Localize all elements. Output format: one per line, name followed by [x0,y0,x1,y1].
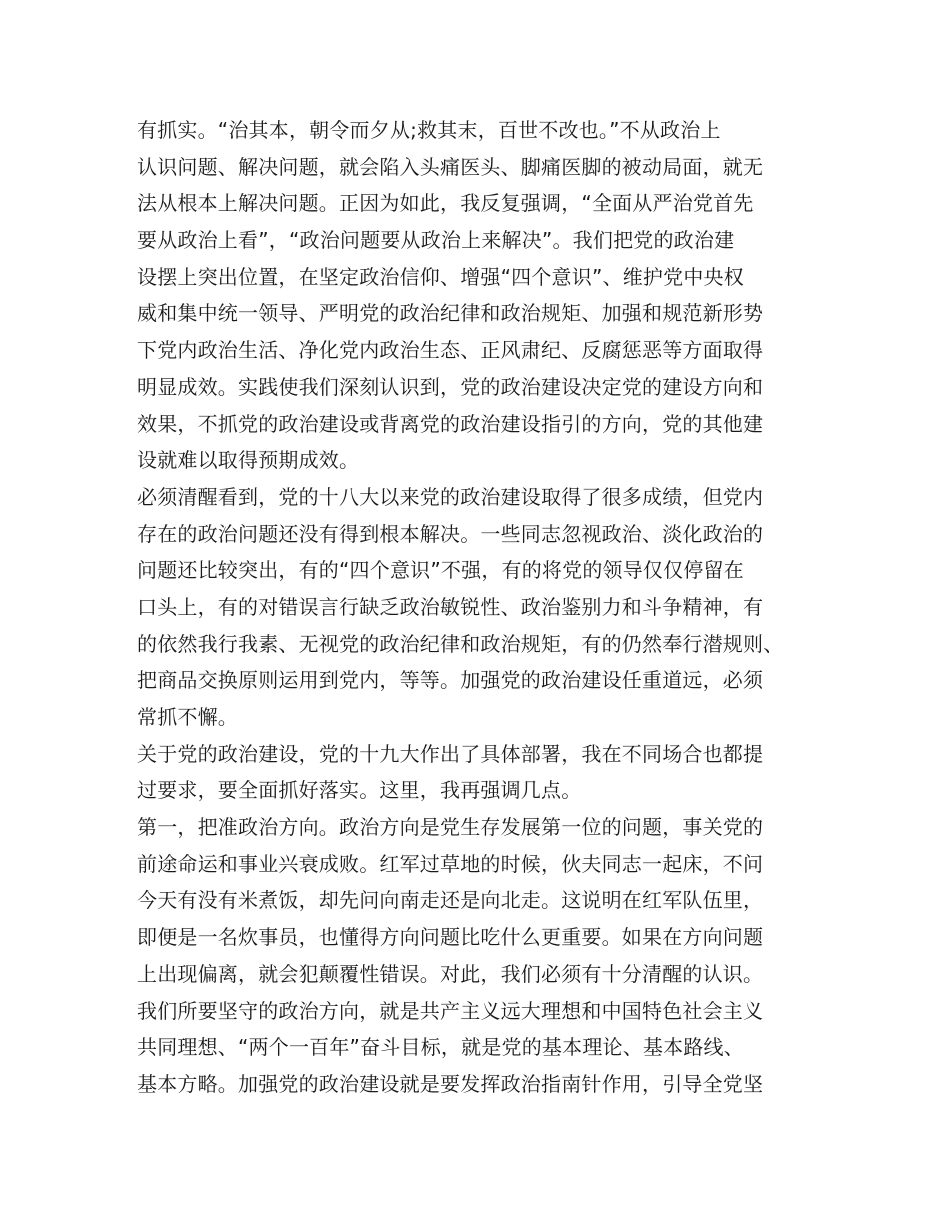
text-line: 设就难以取得预期成效。 [137,448,360,473]
text-line: 口头上，有的对错误言行缺乏政治敏锐性、政治鉴别力和斗争精神，有 [137,594,764,619]
text-line: 要从政治上看”，“政治问题要从政治上来解决”。我们把党的政治建 [137,228,735,253]
text-line: 基本方略。加强党的政治建设就是要发挥政治指南针作用，引导全党坚 [137,1071,764,1096]
text-line: 明显成效。实践使我们深刻认识到，党的政治建设决定党的建设方向和 [137,374,764,399]
text-line: 有抓实。“治其本，朝令而夕从;救其末，百世不改也。”不从政治上 [137,118,721,142]
text-line: 的依然我行我素、无视党的政治纪律和政治规矩，有的仍然奉行潜规则、 [137,631,784,656]
text-line: 过要求，要全面抓好落实。这里，我再强调几点。 [137,778,582,803]
text-line: 即便是一名炊事员，也懂得方向问题比吃什么更重要。如果在方向问题 [137,925,764,950]
text-line: 问题还比较突出，有的“四个意识”不强，有的将党的领导仅仅停留在 [137,558,744,583]
text-line: 前途命运和事业兴衰成败。红军过草地的时候，伙夫同志一起床，不问 [137,851,764,876]
text-line: 把商品交换原则运用到党内，等等。加强党的政治建设任重道远，必须 [137,668,764,693]
text-line: 第一，把准政治方向。政治方向是党生存发展第一位的问题，事关党的 [137,815,764,840]
text-line: 设摆上突出位置，在坚定政治信仰、增强“四个意识”、维护党中央权 [137,264,744,289]
text-line: 上出现偏离，就会犯颠覆性错误。对此，我们必须有十分清醒的认识。 [137,961,764,986]
text-line: 今天有没有米煮饭，却先问向南走还是向北走。这说明在红军队伍里， [137,888,764,913]
text-line: 常抓不懈。 [137,705,238,729]
text-line: 必须清醒看到，党的十八大以来党的政治建设取得了很多成绩，但党内 [137,484,764,509]
text-line: 威和集中统一领导、严明党的政治纪律和政治规矩、加强和规范新形势 [137,301,764,326]
text-line: 法从根本上解决问题。正因为如此，我反复强调，“全面从严治党首先 [137,191,754,216]
text-line: 效果，不抓党的政治建设或背离党的政治建设指引的方向，党的其他建 [137,411,764,436]
document-body [137,112,817,1103]
text-line: 认识问题、解决问题，就会陷入头痛医头、脚痛医脚的被动局面，就无 [137,154,764,179]
text-line: 关于党的政治建设，党的十九大作出了具体部署，我在不同场合也都提 [137,741,764,766]
text-line: 下党内政治生活、净化党内政治生态、正风肃纪、反腐惩恶等方面取得 [137,338,764,363]
text-line: 存在的政治问题还没有得到根本解决。一些同志忽视政治、淡化政治的 [137,521,764,546]
text-line: 我们所要坚守的政治方向，就是共产主义远大理想和中国特色社会主义 [137,998,764,1023]
text-line: 共同理想、“两个一百年”奋斗目标，就是党的基本理论、基本路线、 [137,1035,744,1060]
